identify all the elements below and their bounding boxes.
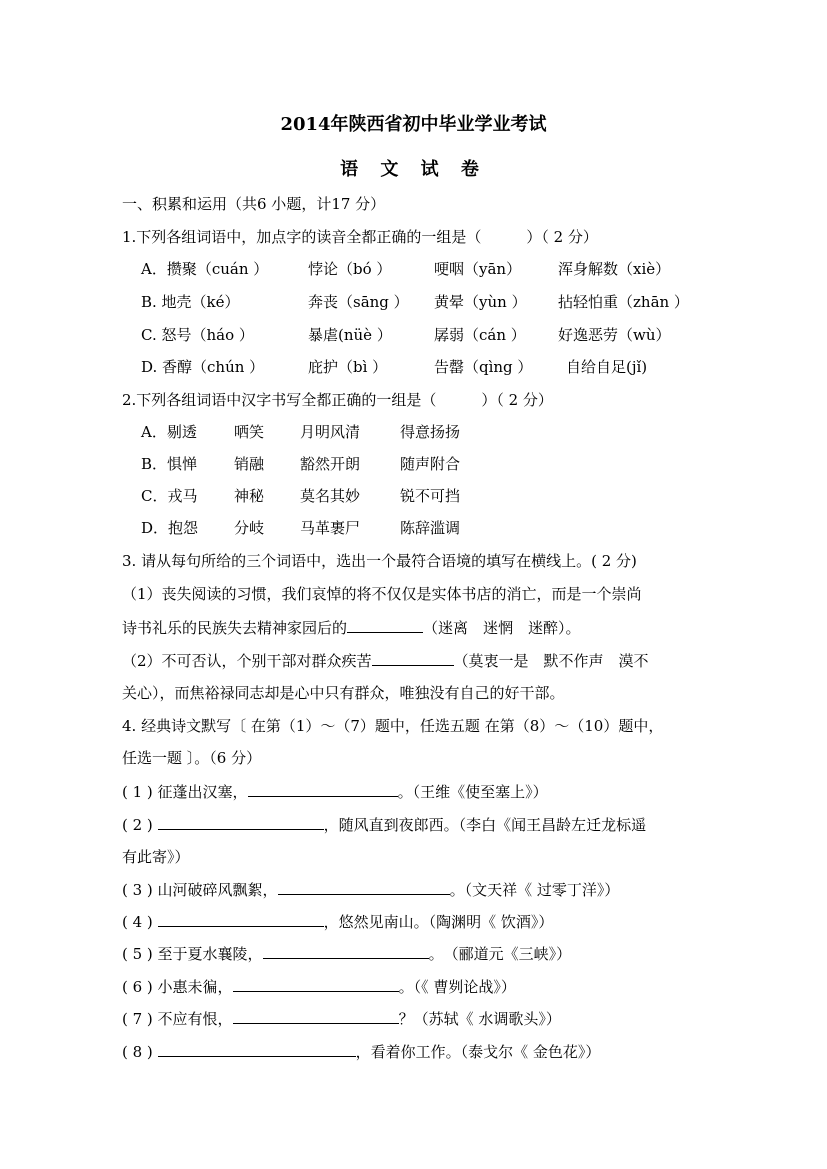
q2-c-1: C．戎马 bbox=[141, 487, 198, 505]
item-text: ( 1 ) 征蓬出汉塞， bbox=[122, 783, 248, 801]
q2-a-4: 得意扬扬 bbox=[400, 423, 461, 441]
q2-b-4: 随声附合 bbox=[400, 455, 461, 473]
q2-stem: 2.下列各组词语中汉字书写全都正确的一组是（ ）（ 2 分） bbox=[122, 391, 553, 409]
q4-item-6 bbox=[122, 976, 516, 997]
q1-b-2: 奔丧（sāng ） bbox=[308, 293, 409, 311]
answer-blank[interactable] bbox=[248, 781, 398, 797]
q2-a-2: 哂笑 bbox=[234, 423, 265, 441]
section-heading: 一、积累和运用（共6 小题，计17 分） bbox=[122, 195, 386, 213]
item-source: 。（《 曹刿论战》） bbox=[398, 978, 516, 996]
q2-d-3: 马革裹尸 bbox=[300, 519, 361, 537]
q3-stem: 3. 请从每句所给的三个词语中，选出一个最符合语境的填写在横线上。( 2 分) bbox=[122, 552, 637, 570]
q2-a-1: A．剔透 bbox=[141, 423, 197, 441]
answer-blank[interactable] bbox=[347, 617, 423, 633]
item-source: ，随风直到夜郎西。（李白《闻王昌龄左迁龙标遥 bbox=[323, 816, 647, 834]
q3-sentence-2-cont: 关心），而焦裕禄同志却是心中只有群众，唯独没有自己的好干部。 bbox=[122, 684, 565, 702]
q1-d-1: D. 香醇（chún ） bbox=[141, 358, 265, 376]
q1-c-1: C. 怒号（háo ） bbox=[141, 326, 254, 344]
q4-stem-cont: 任选一题 〕。（6 分） bbox=[122, 749, 262, 767]
q1-stem: 1.下列各组词语中，加点字的读音全都正确的一组是（ ）（ 2 分） bbox=[122, 228, 598, 246]
q1-b-4: 拈轻怕重（zhān ） bbox=[558, 293, 689, 311]
q2-c-4: 锐不可挡 bbox=[400, 487, 461, 505]
q4-item-5 bbox=[122, 943, 571, 964]
q1-a-1: A．攒聚（cuán ） bbox=[141, 260, 269, 278]
answer-blank[interactable] bbox=[263, 943, 429, 959]
q1-a-3: 哽咽（yān） bbox=[434, 260, 522, 278]
q3-s2-text-before: （2）不可否认，个别干部对群众疾苦 bbox=[122, 652, 372, 670]
answer-blank[interactable] bbox=[158, 911, 324, 927]
q4-item-2 bbox=[122, 814, 646, 835]
q2-b-2: 销融 bbox=[234, 455, 265, 473]
q3-sentence-2 bbox=[122, 650, 649, 671]
item-text: ( 8 ) bbox=[122, 1043, 158, 1061]
q3-s1-text-before: 诗书礼乐的民族失去精神家园后的 bbox=[122, 619, 348, 637]
item-source: ？（苏轼《 水调歌头》） bbox=[398, 1010, 561, 1028]
q1-c-3: 孱弱（cán ） bbox=[434, 326, 526, 344]
q1-c-2: 暴虐(nüè ） bbox=[308, 326, 392, 344]
q2-a-3: 月明风清 bbox=[300, 423, 361, 441]
q4-item-8 bbox=[122, 1041, 600, 1062]
q4-item-1 bbox=[122, 781, 548, 802]
answer-blank[interactable] bbox=[233, 1008, 399, 1024]
answer-blank[interactable] bbox=[278, 879, 450, 895]
q4-item-2-cont: 有此寄》） bbox=[122, 848, 190, 866]
q1-d-4: 自给自足(jǐ) bbox=[566, 358, 648, 376]
q2-b-1: B．惧惮 bbox=[141, 455, 198, 473]
exam-subtitle: 语 文 试 卷 bbox=[340, 159, 487, 180]
q3-s1-text-after: （迷离 迷惘 迷醉）。 bbox=[423, 619, 581, 637]
q1-d-2: 庇护（bì ） bbox=[308, 358, 388, 376]
q3-sentence-1: （1）丧失阅读的习惯，我们哀悼的将不仅仅是实体书店的消亡，而是一个崇尚 bbox=[122, 585, 642, 603]
q1-c-4: 好逸恶劳（wù） bbox=[558, 326, 671, 344]
item-source: ，悠然见南山。（陶渊明《 饮酒》） bbox=[323, 913, 554, 931]
q2-b-3: 豁然开朗 bbox=[300, 455, 361, 473]
item-text: ( 5 ) 至于夏水襄陵， bbox=[122, 945, 263, 963]
q4-item-3 bbox=[122, 879, 619, 900]
q3-sentence-1-cont bbox=[122, 617, 581, 638]
q1-b-1: B. 地壳（ké） bbox=[141, 293, 240, 311]
answer-blank[interactable] bbox=[372, 650, 454, 666]
q2-d-1: D．抱怨 bbox=[141, 519, 199, 537]
q2-d-2: 分岐 bbox=[234, 519, 265, 537]
q1-d-3: 告罄（qìng ） bbox=[434, 358, 533, 376]
answer-blank[interactable] bbox=[158, 1041, 356, 1057]
item-source: 。 （郦道元《三峡》） bbox=[428, 945, 572, 963]
item-text: ( 6 ) 小惠未徧， bbox=[122, 978, 233, 996]
q2-c-2: 神秘 bbox=[234, 487, 265, 505]
item-source: 。（文天祥《 过零丁洋》） bbox=[449, 881, 620, 899]
q4-stem: 4. 经典诗文默写〔 在第（1）～（7）题中，任选五题 在第（8）～（10）题中， bbox=[122, 717, 664, 735]
item-source: 。（王维《使至塞上》） bbox=[397, 783, 548, 801]
item-text: ( 7 ) 不应有恨， bbox=[122, 1010, 233, 1028]
item-text: ( 2 ) bbox=[122, 816, 158, 834]
item-text: ( 4 ) bbox=[122, 913, 158, 931]
q4-item-4 bbox=[122, 911, 553, 932]
item-source: ，看着你工作。（泰戈尔《 金色花》） bbox=[355, 1043, 601, 1061]
item-text: ( 3 ) 山河破碎风飘絮， bbox=[122, 881, 278, 899]
q2-c-3: 莫名其妙 bbox=[300, 487, 361, 505]
q1-a-4: 浑身解数（xiè） bbox=[558, 260, 671, 278]
q4-item-7 bbox=[122, 1008, 561, 1029]
answer-blank[interactable] bbox=[233, 976, 399, 992]
q1-b-3: 黄晕（yùn ） bbox=[434, 293, 527, 311]
q2-d-4: 陈辞滥调 bbox=[400, 519, 461, 537]
q3-s2-text-after: （莫衷一是 默不作声 漠不 bbox=[453, 652, 649, 670]
exam-title: 2014年陕西省初中毕业学业考试 bbox=[280, 114, 547, 135]
answer-blank[interactable] bbox=[158, 814, 324, 830]
q1-a-2: 悖论（bó ） bbox=[308, 260, 392, 278]
